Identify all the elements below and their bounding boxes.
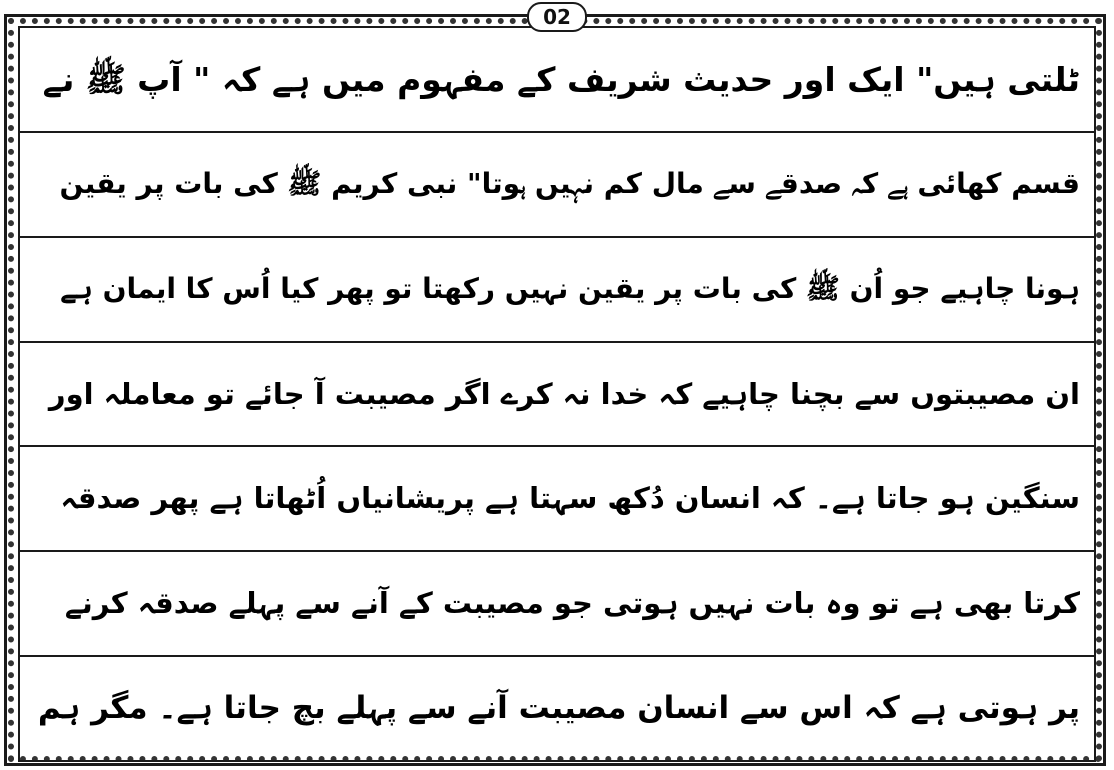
text-line <box>20 552 1094 657</box>
text-line <box>20 133 1094 238</box>
page-number: 02 <box>527 2 587 32</box>
line-text: پر ہوتی ہے کہ اس سے انسان مصیبت آنے سے پہلے بچ جاتا ہے۔ مگر ہم <box>37 689 1080 726</box>
line-text: ان مصیبتوں سے بچنا چاہیے کہ خدا نہ کرے اگر مصیبت آ جائے تو معاملہ اور <box>48 376 1080 411</box>
line-text: قسم کھائی ہے کہ صدقے سے مال کم نہیں ہوتا" نبی کریم ﷺ کی بات پر یقین <box>59 167 1080 201</box>
text-line <box>20 238 1094 343</box>
text-block <box>18 26 1096 762</box>
line-text: کرتا بھی ہے تو وہ بات نہیں ہوتی جو مصیبت کے آنے سے پہلے صدقہ کرنے <box>64 586 1080 621</box>
line-text: سنگین ہو جاتا ہے۔ کہ انسان دُکھ سہتا ہے پریشانیاں اُٹھاتا ہے پھر صدقہ <box>60 481 1080 516</box>
line-text: ٹلتی ہیں" ایک اور حدیث شریف کے مفہوم میں ہے کہ " آپ ﷺ نے <box>42 59 1080 99</box>
text-line <box>20 447 1094 552</box>
line-text: ہونا چاہیے جو اُن ﷺ کی بات پر یقین نہیں رکھتا تو پھر کیا اُس کا ایمان ہے <box>60 272 1080 306</box>
text-line <box>20 343 1094 448</box>
text-line <box>20 657 1094 760</box>
text-line <box>20 28 1094 133</box>
